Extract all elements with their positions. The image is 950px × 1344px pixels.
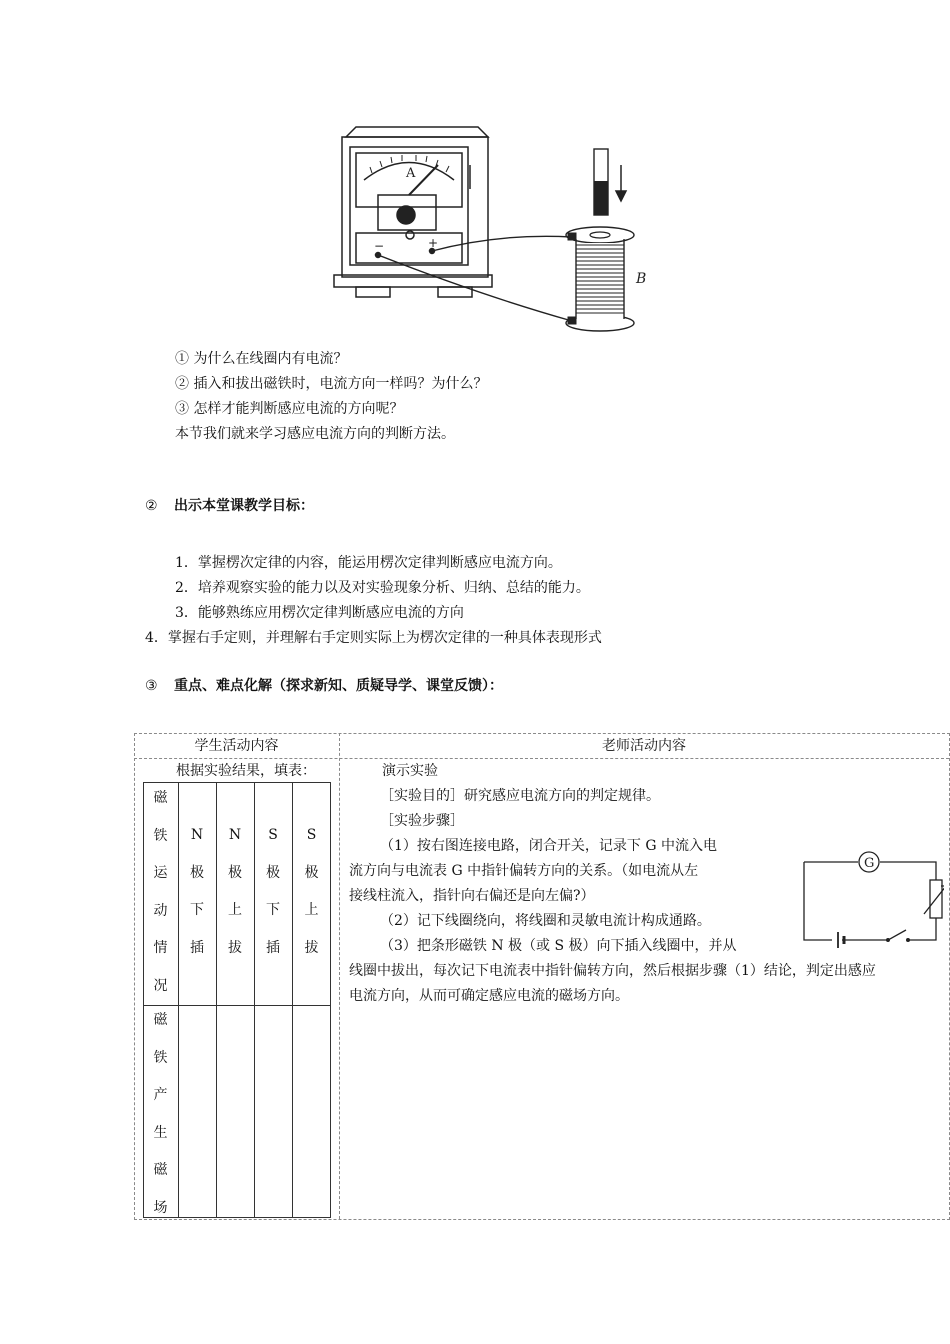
col-s-insert xyxy=(254,817,292,967)
col-char: 下 xyxy=(190,902,204,918)
row2-char: 磁 xyxy=(153,1162,168,1178)
row1-char: 磁 xyxy=(153,790,168,806)
terminal-plus: + xyxy=(428,236,439,250)
teacher-step3-c: 电流方向，从而可确定感应电流的磁场方向。 xyxy=(349,988,629,1004)
col-char: S xyxy=(306,827,317,843)
col-char: 极 xyxy=(304,864,319,881)
row2-char: 磁 xyxy=(153,1012,168,1028)
teacher-step1-a: （1）按右图连接电路，闭合开关，记录下 G 中流入电 xyxy=(380,838,717,854)
galvanometer xyxy=(334,127,492,297)
section-3-title: 重点、难点化解（探求新知、质疑导学、课堂反馈）： xyxy=(174,678,503,694)
row2-char: 生 xyxy=(153,1124,168,1141)
circuit-diagram xyxy=(800,848,944,948)
teacher-step3-b: 线圈中拔出，每次记下电流表中指针偏转方向，然后根据步骤（1）结论，判定出感应 xyxy=(349,963,876,979)
row1-char: 动 xyxy=(153,902,168,919)
meter-label: A xyxy=(406,166,416,181)
col-char: 拔 xyxy=(228,939,242,956)
section-2-title: 出示本堂课教学目标： xyxy=(174,498,314,514)
row2-char: 铁 xyxy=(153,1049,168,1066)
col-char: 极 xyxy=(190,864,204,881)
goal-3: 3．能够熟练应用楞次定律判断感应电流的方向 xyxy=(175,605,464,621)
row2-char: 场 xyxy=(153,1199,168,1216)
col-char: N xyxy=(190,827,204,843)
col-char: S xyxy=(268,827,278,843)
goal-2: 2．培养观察实验的能力以及对实验现象分析、归纳、总结的能力。 xyxy=(175,580,590,596)
teacher-purpose: ［实验目的］研究感应电流方向的判定规律。 xyxy=(380,788,660,804)
table-column-divider xyxy=(339,733,340,1219)
col-char: 插 xyxy=(266,939,280,956)
teacher-step1-c: 接线柱流入，指针向右偏还是向左偏?） xyxy=(349,888,595,904)
circuit-meter-label: G xyxy=(864,856,875,871)
intro-sentence: 本节我们就来学习感应电流方向的判断方法。 xyxy=(175,426,455,442)
col-char: 下 xyxy=(266,902,280,918)
question-1: ① 为什么在线圈内有电流？ xyxy=(175,351,348,367)
col-s-pull xyxy=(292,817,331,967)
row2-char: 产 xyxy=(153,1087,168,1103)
col-char: 插 xyxy=(190,939,204,956)
experiment-figure xyxy=(330,125,660,340)
down-arrow-icon xyxy=(616,165,626,201)
question-3: ③ 怎样才能判断感应电流的方向呢？ xyxy=(175,401,404,417)
header-student: 学生活动内容 xyxy=(194,738,279,754)
terminal-minus: − xyxy=(374,239,385,253)
col-n-pull xyxy=(216,817,254,967)
row1-char: 铁 xyxy=(153,827,168,844)
bar-magnet xyxy=(594,149,608,215)
wire-plus xyxy=(432,236,572,251)
section-2-number: ② xyxy=(145,498,158,514)
teacher-step1-b: 流方向与电流表 G 中指针偏转方向的关系。（如电流从左 xyxy=(349,863,699,879)
teacher-step2: （2）记下线圈绕向，将线圈和灵敏电流计构成通路。 xyxy=(380,913,711,929)
table-header-divider xyxy=(134,758,949,759)
teacher-steps-title: ［实验步骤］ xyxy=(380,813,464,829)
teacher-demo: 演示实验 xyxy=(382,763,438,779)
row1-char: 运 xyxy=(153,865,168,881)
header-teacher: 老师活动内容 xyxy=(602,738,686,754)
col-char: 上 xyxy=(304,902,319,918)
row-label-field xyxy=(143,1002,178,1227)
galvanometer-g-icon xyxy=(859,852,879,872)
row-label-motion xyxy=(143,780,178,1005)
coil xyxy=(566,227,634,331)
col-char: N xyxy=(228,827,242,843)
section-3-number: ③ xyxy=(145,678,158,694)
col-char: 极 xyxy=(228,864,242,881)
row1-char: 况 xyxy=(153,977,168,994)
col-char: 上 xyxy=(228,902,242,918)
goal-1: 1．掌握楞次定律的内容，能运用楞次定律判断感应电流方向。 xyxy=(175,555,562,571)
col-char: 极 xyxy=(266,864,280,881)
teacher-step3-a: （3）把条形磁铁 N 极（或 S 极）向下插入线圈中，并从 xyxy=(380,938,737,954)
row1-char: 情 xyxy=(153,940,168,956)
coil-label: B xyxy=(636,271,647,287)
col-n-insert xyxy=(178,817,216,967)
col-char: 拔 xyxy=(304,939,319,956)
goal-4: 4．掌握右手定则，并理解右手定则实际上为楞次定律的一种具体表现形式 xyxy=(145,630,602,646)
student-intro: 根据实验结果，填表： xyxy=(176,763,316,779)
question-2: ② 插入和拔出磁铁时，电流方向一样吗？为什么？ xyxy=(175,376,488,392)
